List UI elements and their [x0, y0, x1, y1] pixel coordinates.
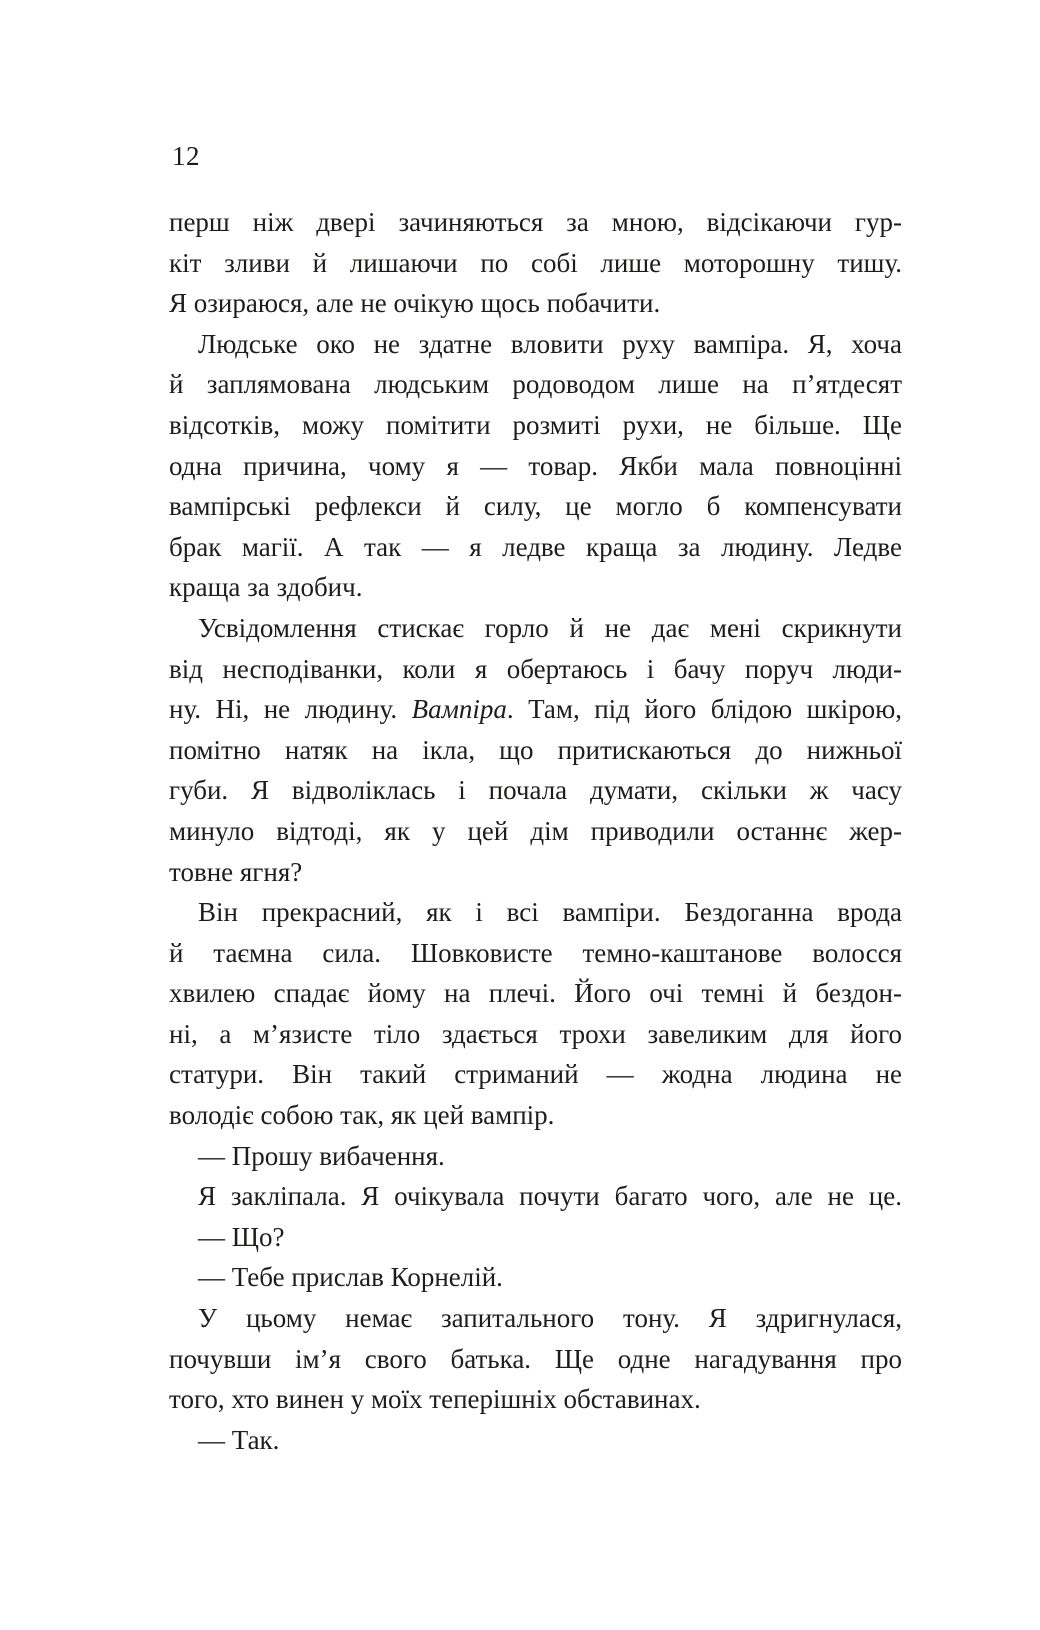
text-segment: Я закліпала. Я очікувала почути багато чого, але не це.: [198, 1181, 902, 1212]
text-segment: губи. Я відволіклась і почала думати, скільки ж часу: [169, 775, 902, 806]
text-line: [169, 486, 902, 527]
paragraph: [169, 892, 902, 1136]
text-line: [169, 1014, 902, 1055]
text-line: [169, 1298, 902, 1339]
text-line: [169, 892, 902, 933]
text-segment: . Там, під його блідою шкірою,: [506, 694, 902, 725]
paragraph: [169, 1217, 902, 1258]
text-line: [169, 527, 902, 568]
text-line: [169, 1095, 902, 1136]
italic-text: Вампіра: [411, 694, 507, 725]
text-segment: краща за здобич.: [169, 572, 363, 603]
text-segment: одна причина, чому я — товар. Якби мала повноцінні: [169, 450, 902, 481]
paragraph: [169, 324, 902, 608]
text-line: [169, 973, 902, 1014]
text-segment: — Тебе прислав Корнелій.: [198, 1262, 503, 1293]
text-segment: й таємна сила. Шовковисте темно-каштанове волосся: [169, 937, 902, 968]
text-segment: — Так.: [198, 1424, 280, 1455]
text-line: [169, 446, 902, 487]
text-line: [169, 283, 902, 324]
text-segment: відсотків, можу помітити розмиті рухи, не більше. Ще: [169, 409, 902, 440]
text-segment: вампірські рефлекси й силу, це могло б компенсувати: [169, 491, 902, 522]
text-segment: хвилею спадає йому на плечі. Його очі темні й бездон-: [169, 978, 902, 1009]
text-line: [169, 933, 902, 974]
text-segment: Усвідомлення стискає горло й не дає мені скрикнути: [198, 612, 902, 643]
text-segment: й заплямована людським родоводом лише на п’ятдесят: [169, 369, 902, 400]
text-segment: Я озираюся, але не очікую щось побачити.: [169, 288, 661, 319]
text-line: [169, 811, 902, 852]
text-line: [169, 202, 902, 243]
text-segment: кіт зливи й лишаючи по собі лише моторошну тишу.: [169, 247, 902, 278]
text-line: [169, 649, 902, 690]
text-segment: того, хто винен у моїх теперішніх обставинах.: [169, 1384, 701, 1415]
paragraph: [169, 202, 902, 324]
body-text: [169, 202, 902, 1460]
text-line: [169, 1379, 902, 1420]
text-line: [169, 1217, 902, 1258]
paragraph: [169, 1176, 902, 1217]
text-line: [169, 1339, 902, 1380]
text-segment: товне ягня?: [169, 856, 303, 887]
text-segment: брак магії. А так — я ледве краща за людину. Ледве: [169, 531, 902, 562]
text-line: [169, 405, 902, 446]
text-segment: від несподіванки, коли я обертаюсь і бачу поруч люди-: [169, 653, 902, 684]
paragraph: [169, 1298, 902, 1420]
text-line: [169, 1054, 902, 1095]
text-line: [169, 689, 902, 730]
text-segment: помітно натяк на ікла, що притискаються до нижньої: [169, 734, 902, 765]
paragraph: [169, 1420, 902, 1461]
text-segment: почувши ім’я свого батька. Ще одне нагадування про: [169, 1343, 902, 1374]
text-line: [169, 1420, 902, 1461]
text-segment: перш ніж двері зачиняються за мною, відсікаючи гур-: [169, 207, 902, 237]
text-segment: Людське око не здатне вловити руху вампіра. Я, хоча: [198, 328, 902, 359]
text-segment: — Прошу вибачення.: [198, 1140, 445, 1171]
paragraph: [169, 1257, 902, 1298]
text-line: [169, 608, 902, 649]
text-line: [169, 324, 902, 365]
text-line: [169, 364, 902, 405]
text-segment: володіє собою так, як цей вампір.: [169, 1100, 555, 1131]
text-line: [169, 770, 902, 811]
text-segment: ні, а м’язисте тіло здається трохи завеликим для його: [169, 1018, 902, 1049]
text-segment: статури. Він такий стриманий — жодна людина не: [169, 1059, 902, 1090]
text-segment: — Що?: [198, 1221, 285, 1252]
text-line: [169, 1136, 902, 1177]
text-line: [169, 1257, 902, 1298]
paragraph: [169, 1136, 902, 1177]
paragraph: [169, 608, 902, 892]
text-segment: ну. Ні, не людину.: [169, 694, 412, 725]
page-number: 12: [172, 141, 200, 171]
text-segment: У цьому немає запитального тону. Я здригнулася,: [198, 1303, 902, 1334]
text-line: [169, 243, 902, 284]
text-line: [169, 852, 902, 893]
text-line: [169, 1176, 902, 1217]
text-line: [169, 730, 902, 771]
text-line: [169, 567, 902, 608]
text-segment: минуло відтоді, як у цей дім приводили останнє жер-: [169, 815, 902, 846]
text-segment: Він прекрасний, як і всі вампіри. Бездоганна врода: [198, 897, 902, 928]
